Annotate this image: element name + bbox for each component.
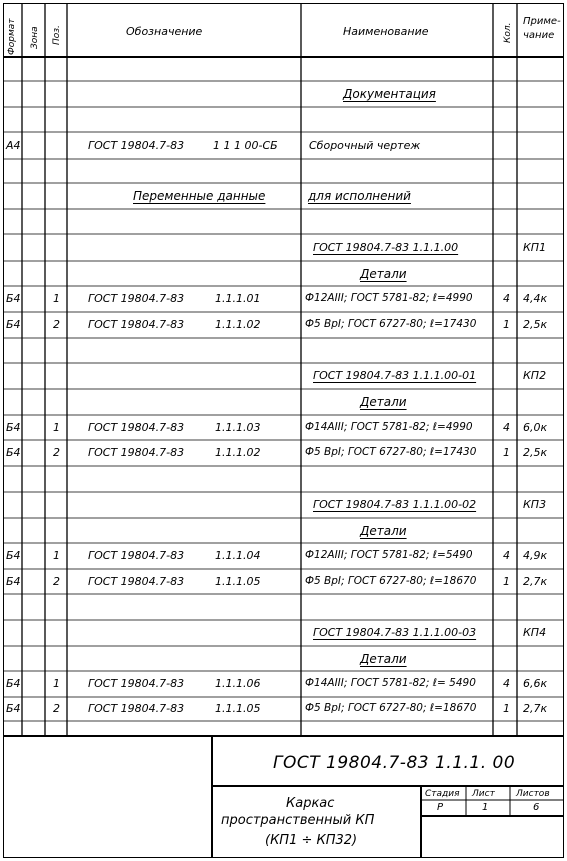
cell-designation-code: 1.1.1.02 <box>215 446 261 459</box>
cell-note: КП3 <box>523 498 547 511</box>
cell-designation: ГОСТ 19804.7-83 <box>88 420 185 434</box>
cell-format: Б4 <box>6 292 21 305</box>
cell-name: Ф14АIII; ГОСТ 5781-82; ℓ= 5490 <box>305 677 476 689</box>
cell-note: КП1 <box>523 240 547 254</box>
cell-format: Б4 <box>6 702 21 715</box>
cell-name-section: Детали <box>360 523 407 538</box>
cell-note: 4,4к <box>523 292 548 305</box>
cell-qty: 4 <box>503 549 510 562</box>
cell-note: 2,5к <box>523 446 548 459</box>
cell-pos: 1 <box>53 549 60 562</box>
cell-qty: 4 <box>503 420 510 434</box>
cell-designation: ГОСТ 19804.7-83 <box>88 318 185 331</box>
cell-name: Ф5 ВрI; ГОСТ 6727-80; ℓ=18670 <box>305 574 477 587</box>
cell-name: Ф12АIII; ГОСТ 5781-82; ℓ=5490 <box>305 549 473 561</box>
cell-name-variant: ГОСТ 19804.7-83 1.1.1.00-02 <box>313 498 477 511</box>
cell-designation: ГОСТ 19804.7-83 <box>88 138 185 152</box>
cell-name: Ф14АIII; ГОСТ 5781-82; ℓ=4990 <box>305 420 473 433</box>
cell-name-section: Документация <box>343 87 436 101</box>
cell-qty: 4 <box>503 292 510 305</box>
cell-note: 2,7к <box>523 702 548 715</box>
cell-note: 2,5к <box>523 318 548 331</box>
cell-designation-code: 1.1.1.05 <box>215 574 261 588</box>
cell-format: Б4 <box>6 318 21 331</box>
header-note-2: чание <box>523 30 555 41</box>
cell-designation: ГОСТ 19804.7-83 <box>88 702 185 715</box>
cell-name: Сборочный чертеж <box>309 138 421 152</box>
cell-name-variant: ГОСТ 19804.7-83 1.1.1.00-03 <box>313 626 477 639</box>
cell-pos: 2 <box>53 574 60 588</box>
sheets-label: Листов <box>516 789 550 799</box>
cell-designation-code: 1.1.1.06 <box>215 677 261 690</box>
cell-name: Ф5 ВрI; ГОСТ 6727-80; ℓ=17430 <box>305 318 477 330</box>
header-note-1: Приме- <box>523 16 561 27</box>
cell-name-variant: ГОСТ 19804.7-83 1.1.1.00 <box>313 240 459 254</box>
cell-note: 2,7к <box>523 574 548 588</box>
cell-pos: 1 <box>53 677 60 690</box>
cell-designation: ГОСТ 19804.7-83 <box>88 446 185 459</box>
title-doc-number: ГОСТ 19804.7-83 1.1.1. 00 <box>273 753 516 773</box>
cell-pos: 2 <box>53 446 60 459</box>
cell-designation-code: 1 1 1 00-СБ <box>213 138 278 152</box>
cell-designation-code: 1.1.1.01 <box>215 292 261 305</box>
title-line-1: Каркас <box>286 796 335 811</box>
cell-format: Б4 <box>6 574 21 588</box>
cell-designation-code: 1.1.1.03 <box>215 420 261 434</box>
cell-name: Ф5 ВрI; ГОСТ 6727-80; ℓ=17430 <box>305 446 477 458</box>
cell-designation: ГОСТ 19804.7-83 <box>88 292 185 305</box>
sheet-value: 1 <box>482 802 489 813</box>
header-format: Формат <box>7 18 17 55</box>
cell-designation: ГОСТ 19804.7-83 <box>88 574 185 588</box>
spec-sheet <box>3 3 564 858</box>
cell-format: Б4 <box>6 549 21 562</box>
title-line-2: пространственный КП <box>221 813 375 828</box>
cell-pos: 1 <box>53 420 60 434</box>
cell-note: 6,6к <box>523 677 548 690</box>
cell-name: для исполнений <box>308 189 411 203</box>
cell-name-section: Детали <box>360 651 407 666</box>
cell-pos: 1 <box>53 292 60 305</box>
header-name: Наименование <box>343 25 429 38</box>
sheet-label: Лист <box>472 789 495 799</box>
cell-designation: Переменные данные <box>133 189 266 203</box>
cell-name-section: Детали <box>360 395 407 409</box>
cell-qty: 1 <box>503 574 510 588</box>
cell-format: Б4 <box>6 677 21 690</box>
cell-note: 4,9к <box>523 549 548 562</box>
cell-qty: 4 <box>503 677 510 690</box>
cell-name-section: Детали <box>360 266 407 281</box>
cell-format: Б4 <box>6 446 21 459</box>
cell-designation: ГОСТ 19804.7-83 <box>88 677 185 690</box>
cell-name-variant: ГОСТ 19804.7-83 1.1.1.00-01 <box>313 369 477 382</box>
cell-pos: 2 <box>53 318 60 331</box>
stage-value: Р <box>437 802 444 813</box>
cell-name: Ф5 ВрI; ГОСТ 6727-80; ℓ=18670 <box>305 702 477 714</box>
header-zone: Зона <box>30 26 40 49</box>
cell-note: КП2 <box>523 369 547 382</box>
cell-qty: 1 <box>503 702 510 715</box>
stage-label: Стадия <box>425 789 460 799</box>
cell-designation-code: 1.1.1.05 <box>215 702 261 715</box>
cell-format: А4 <box>6 138 21 152</box>
cell-pos: 2 <box>53 702 60 715</box>
header-designation: Обозначение <box>126 25 203 38</box>
cell-designation: ГОСТ 19804.7-83 <box>88 549 185 562</box>
cell-note: 6,0к <box>523 420 548 434</box>
cell-format: Б4 <box>6 420 21 434</box>
header-pos: Поз. <box>52 25 62 45</box>
title-line-3: (КП1 ÷ КП32) <box>265 833 358 848</box>
cell-qty: 1 <box>503 446 510 459</box>
header-qty: Кол. <box>503 22 513 43</box>
cell-note: КП4 <box>523 626 547 639</box>
cell-designation-code: 1.1.1.04 <box>215 549 261 562</box>
cell-qty: 1 <box>503 318 510 331</box>
cell-name: Ф12АIII; ГОСТ 5781-82; ℓ=4990 <box>305 292 473 304</box>
cell-designation-code: 1.1.1.02 <box>215 318 261 331</box>
sheets-value: 6 <box>533 802 540 813</box>
